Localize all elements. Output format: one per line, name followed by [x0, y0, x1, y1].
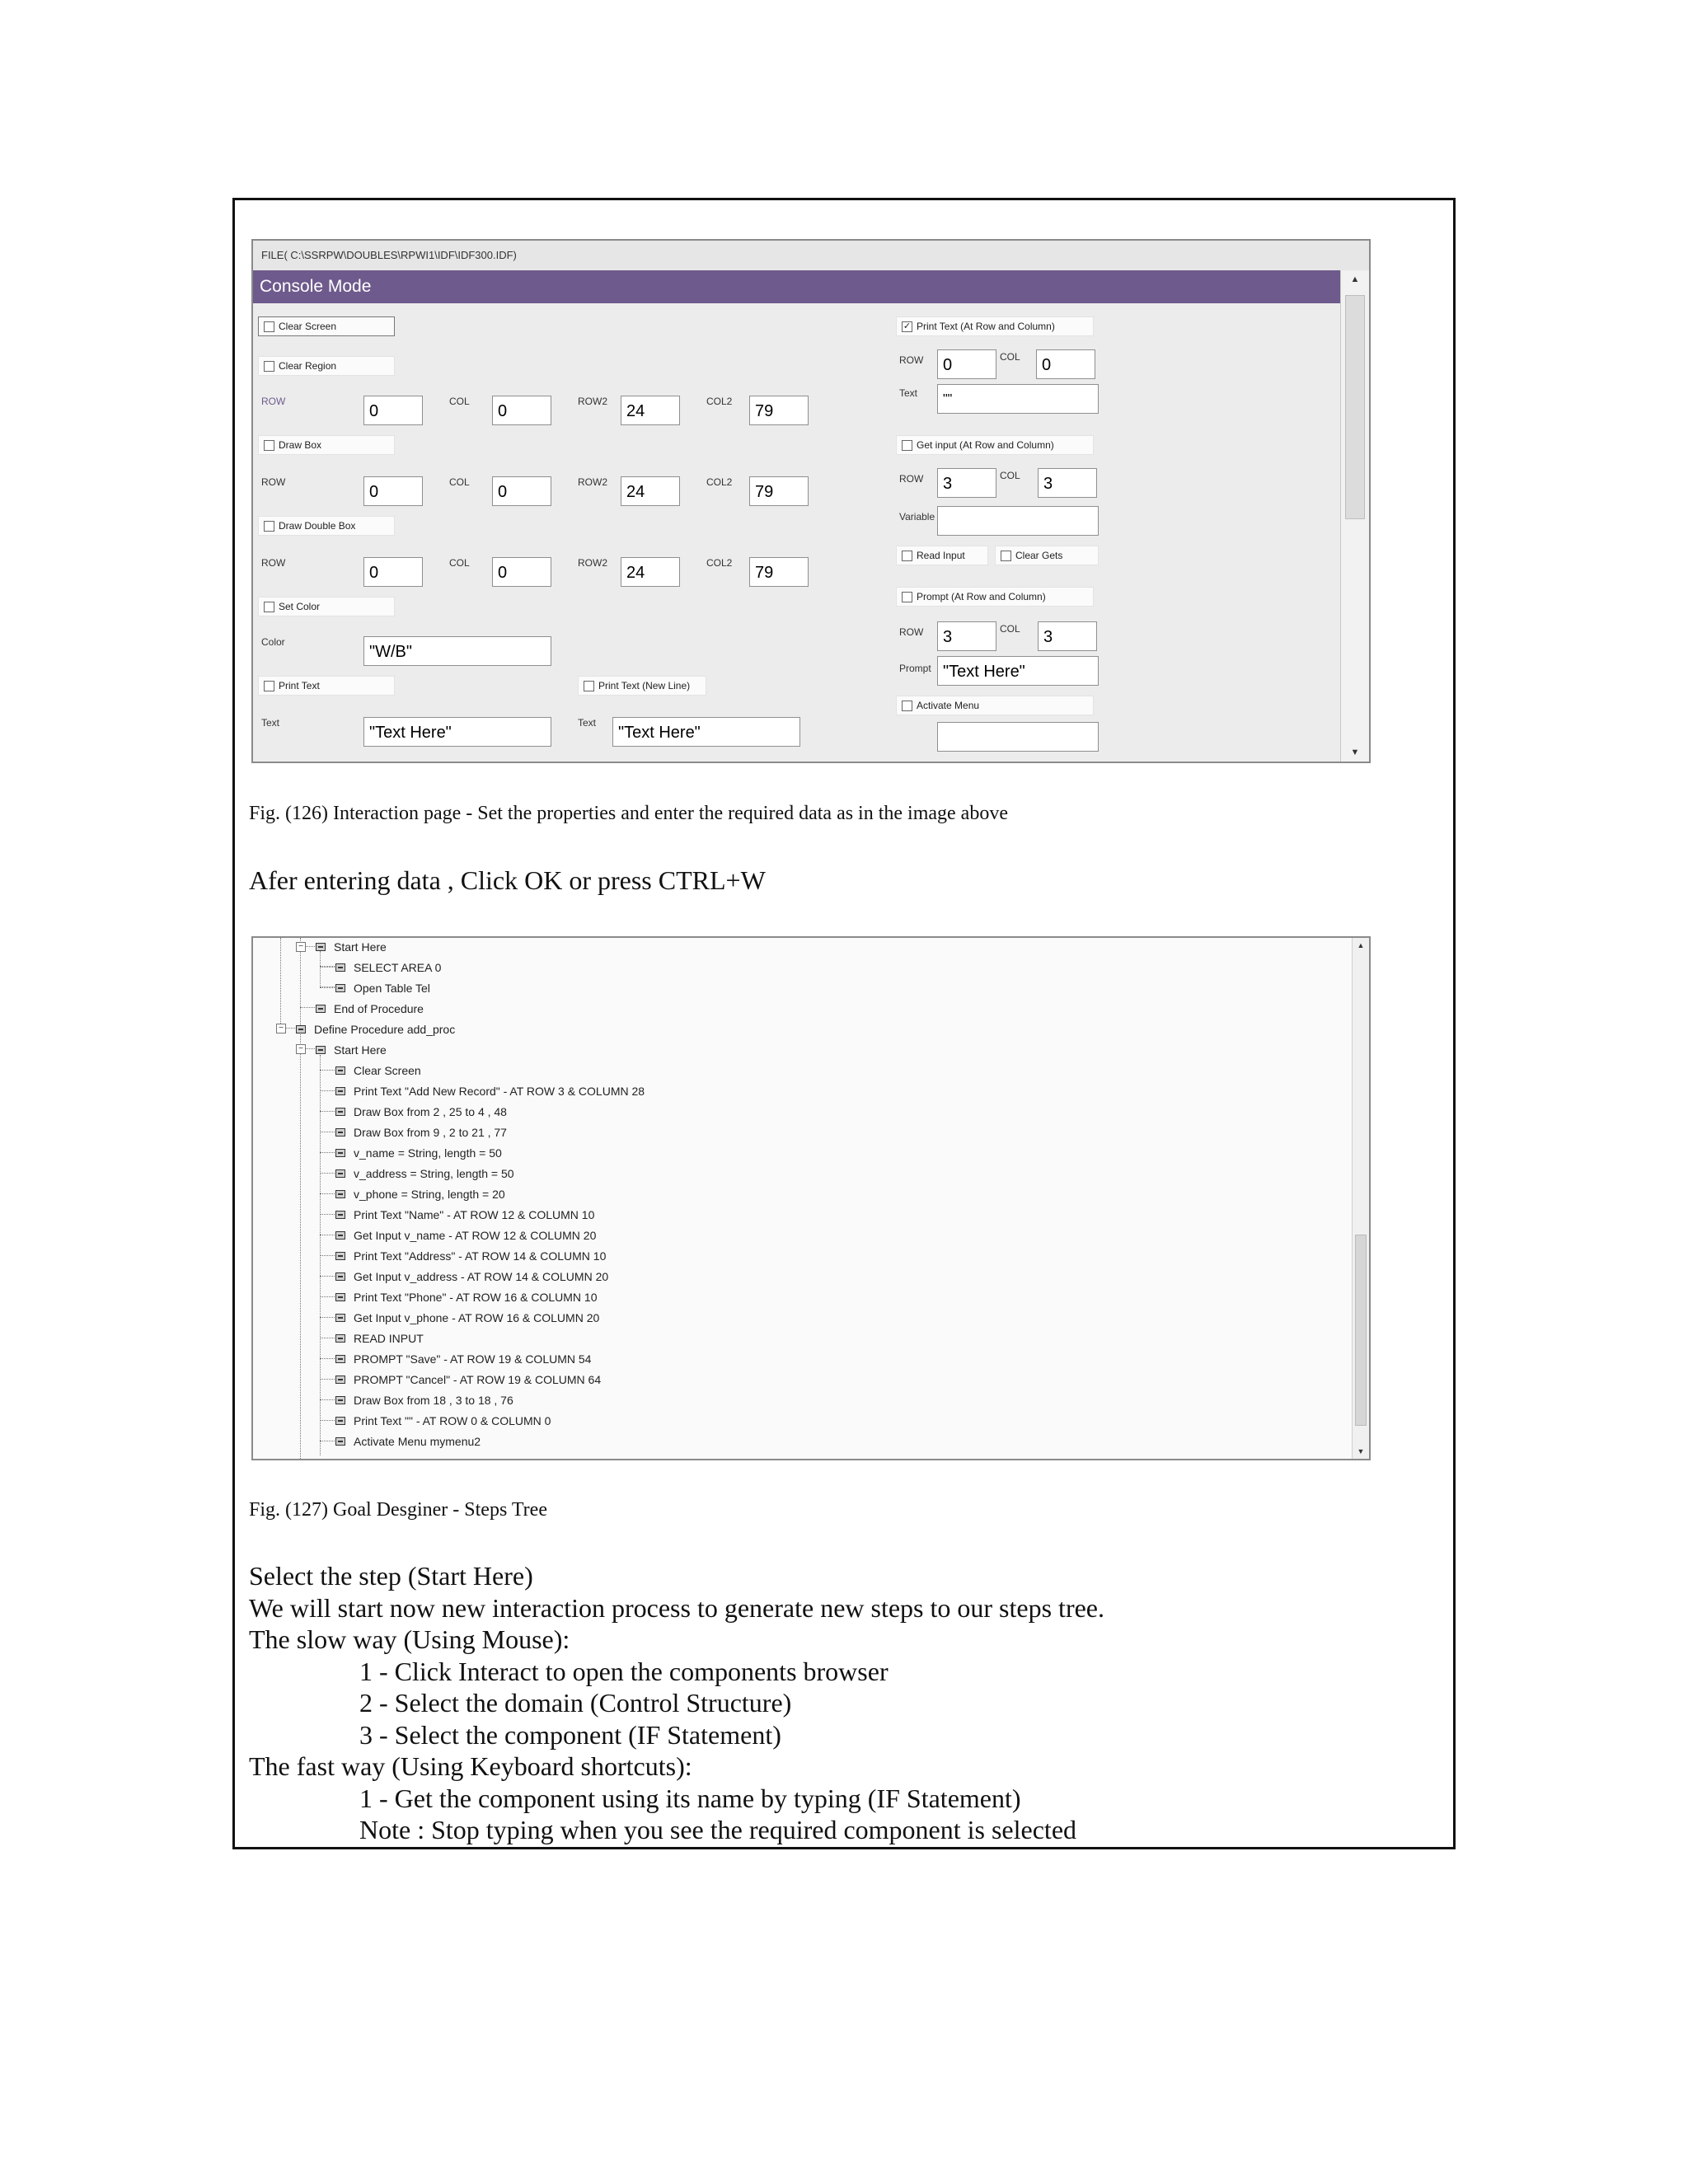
tree-node-label: Get Input v_address - AT ROW 14 & COLUMN 20: [354, 1270, 609, 1283]
checkbox-icon: [902, 592, 912, 602]
tree-line: [320, 1296, 335, 1297]
instruction-line-5: 2 - Select the domain (Control Structure): [359, 1688, 792, 1718]
tree-node-label: v_address = String, length = 50: [354, 1167, 514, 1180]
tree-line: [320, 1152, 335, 1153]
step-icon: [335, 1087, 345, 1095]
tree-node-label: End of Procedure: [334, 1002, 424, 1015]
pr-col-label: COL: [1000, 623, 1020, 635]
tree-line: [320, 1214, 335, 1215]
tree-node-label: Get Input v_phone - AT ROW 16 & COLUMN 20: [354, 1311, 600, 1324]
checkbox-icon: [264, 321, 274, 332]
tree-node[interactable]: [335, 979, 430, 997]
step-icon: [335, 1417, 345, 1425]
step-icon: [335, 1128, 345, 1137]
tree-node-label: v_phone = String, length = 20: [354, 1188, 505, 1201]
tree-line: [320, 1255, 335, 1256]
box-col-input[interactable]: 0: [492, 476, 551, 506]
step-icon: [316, 1046, 326, 1054]
step-icon: [335, 1190, 345, 1198]
step-icon: [335, 963, 345, 972]
region-row-label: ROW: [261, 396, 286, 407]
tree-node-label: Print Text "Name" - AT ROW 12 & COLUMN 10: [354, 1208, 595, 1221]
dbox-row2-label: ROW2: [578, 557, 607, 569]
dbox-row-label: ROW: [261, 557, 286, 569]
pt-row-label: ROW: [899, 354, 924, 366]
instruction-line-6: 3 - Select the component (IF Statement): [359, 1720, 781, 1750]
checkbox-icon: [584, 681, 594, 691]
clear-screen-label: Clear Screen: [279, 321, 337, 332]
tree-line: [320, 987, 335, 988]
scroll-down-icon[interactable]: ▼: [1357, 1447, 1365, 1455]
fig126-caption: Fig. (126) Interaction page - Set the properties and enter the required data as in the image above: [249, 803, 1008, 824]
step-icon: [335, 984, 345, 992]
tree-line: [320, 1379, 335, 1380]
tree-node-label: PROMPT "Save" - AT ROW 19 & COLUMN 54: [354, 1352, 592, 1366]
gi-variable-label: Variable: [899, 511, 935, 523]
tree-line: [280, 938, 281, 1033]
step-icon: [335, 1272, 345, 1281]
print-text-rc-checkbox[interactable]: [896, 316, 1094, 336]
scroll-up-icon[interactable]: ▲: [1350, 274, 1360, 284]
tree-node[interactable]: [335, 1268, 608, 1286]
tree-node[interactable]: [335, 1371, 601, 1389]
set-color-label: Set Color: [279, 601, 321, 612]
print-text-newline-checkbox[interactable]: [578, 676, 706, 696]
checkbox-icon: [1001, 551, 1011, 561]
tree-node[interactable]: [335, 1185, 505, 1203]
tree-node[interactable]: [335, 1247, 606, 1265]
tree-node[interactable]: [335, 1082, 645, 1100]
tree-node-label: Activate Menu mymenu2: [354, 1435, 481, 1448]
tree-node-label: Get Input v_name - AT ROW 12 & COLUMN 20: [354, 1229, 597, 1242]
checked-icon: ✓: [903, 321, 912, 331]
pr-row-label: ROW: [899, 626, 924, 638]
tree-node[interactable]: [335, 1309, 599, 1327]
checkbox-icon: [264, 440, 274, 451]
step-icon: [316, 1005, 326, 1013]
clear-region-label: Clear Region: [279, 360, 337, 372]
box-row-input[interactable]: 0: [363, 476, 423, 506]
prompt-rc-checkbox[interactable]: [896, 587, 1094, 607]
step-icon: [335, 1066, 345, 1075]
checkbox-icon: [264, 681, 274, 691]
tree-node[interactable]: [335, 1062, 421, 1080]
color-label: Color: [261, 636, 285, 648]
box-col2-input[interactable]: 79: [749, 476, 809, 506]
step-icon: [335, 1169, 345, 1178]
scroll-thumb[interactable]: [1345, 295, 1365, 519]
tree-line: [300, 938, 301, 1459]
tree-node[interactable]: [335, 1432, 481, 1451]
scroll-up-icon[interactable]: ▲: [1357, 941, 1365, 949]
get-input-rc-label: Get input (At Row and Column): [917, 439, 1054, 451]
gi-variable-input[interactable]: [937, 506, 1099, 536]
gi-col-input[interactable]: 3: [1038, 468, 1097, 498]
gi-row-label: ROW: [899, 473, 924, 485]
print-text-label: Print Text: [279, 680, 320, 691]
step-icon: [335, 1355, 345, 1363]
activate-menu-checkbox[interactable]: [896, 696, 1094, 715]
step-icon: [335, 1334, 345, 1343]
prompt-rc-label: Prompt (At Row and Column): [917, 591, 1046, 602]
tree-line: [320, 1070, 335, 1071]
step-icon: [335, 1437, 345, 1446]
tree-node-label: SELECT AREA 0: [354, 961, 442, 974]
tree-node[interactable]: [335, 1391, 513, 1409]
region-col-label: COL: [449, 396, 470, 407]
clear-gets-checkbox[interactable]: [995, 546, 1099, 565]
region-row2-label: ROW2: [578, 396, 607, 407]
print-text-rc-label: Print Text (At Row and Column): [917, 321, 1055, 332]
instruction-line-4: 1 - Click Interact to open the components browser: [359, 1657, 889, 1686]
tree-line: [320, 1111, 335, 1112]
tree-node-label: Print Text "Phone" - AT ROW 16 & COLUMN 10: [354, 1291, 598, 1304]
step-icon: [316, 943, 326, 951]
tree-node[interactable]: [335, 958, 441, 977]
clear-region-checkbox[interactable]: [258, 356, 395, 376]
dbox-row-input[interactable]: 0: [363, 557, 423, 587]
scroll-thumb[interactable]: [1355, 1235, 1367, 1426]
set-color-checkbox[interactable]: [258, 597, 395, 616]
clear-gets-label: Clear Gets: [1015, 550, 1063, 561]
read-input-label: Read Input: [917, 550, 965, 561]
tree-line: [320, 1276, 335, 1277]
print-text-input[interactable]: "Text Here": [363, 717, 551, 747]
tree-line: [320, 951, 321, 987]
dbox-col-label: COL: [449, 557, 470, 569]
activate-menu-label: Activate Menu: [917, 700, 980, 711]
dbox-col-input[interactable]: 0: [492, 557, 551, 587]
tree-node[interactable]: [335, 1123, 507, 1141]
dbox-col2-input[interactable]: 79: [749, 557, 809, 587]
checkbox-icon: [902, 701, 912, 711]
step-icon: [335, 1314, 345, 1322]
instruction-line-9: Note : Stop typing when you see the required component is selected: [359, 1815, 1077, 1844]
instruction-line-1: Select the step (Start Here): [249, 1561, 533, 1591]
step-icon: [335, 1396, 345, 1404]
tree-node-label: READ INPUT: [354, 1332, 424, 1345]
step-icon: [335, 1252, 345, 1260]
file-title: FILE( C:\SSRPW\DOUBLES\RPWI1\IDF\IDF300.IDF): [253, 241, 1369, 271]
tree-line: [320, 1193, 335, 1194]
checkbox-icon: [264, 361, 274, 372]
draw-double-box-checkbox[interactable]: [258, 516, 395, 536]
checkbox-icon: [902, 551, 912, 561]
gi-col-label: COL: [1000, 470, 1020, 481]
console-mode-header: Console Mode: [253, 270, 1341, 303]
tree-scrollbar[interactable]: [1352, 938, 1369, 1459]
console-mode-window: [251, 239, 1371, 763]
fig127-caption: Fig. (127) Goal Desginer - Steps Tree: [249, 1499, 547, 1521]
tree-node[interactable]: [335, 1103, 507, 1121]
checkbox-icon: [264, 602, 274, 612]
pt-text-input[interactable]: "": [937, 384, 1099, 414]
step-icon: [335, 1108, 345, 1116]
tree-node[interactable]: [335, 1226, 596, 1244]
tree-node-label: Print Text "" - AT ROW 0 & COLUMN 0: [354, 1414, 551, 1427]
print-text-newline-label: Print Text (New Line): [598, 680, 691, 691]
instruction-line-3: The slow way (Using Mouse):: [249, 1624, 570, 1654]
tree-node[interactable]: [335, 1350, 591, 1368]
dbox-row2-input[interactable]: 24: [621, 557, 680, 587]
tree-node-label: Start Here: [334, 1043, 387, 1057]
tree-node[interactable]: [296, 1020, 455, 1038]
tree-node-label: Print Text "Add New Record" - AT ROW 3 & COLUMN 28: [354, 1085, 645, 1098]
tree-node-label: Draw Box from 9 , 2 to 21 , 77: [354, 1126, 507, 1139]
tree-node[interactable]: [316, 1041, 387, 1059]
tree-node[interactable]: [335, 1288, 598, 1306]
activate-menu-input[interactable]: [937, 722, 1099, 752]
vertical-scrollbar[interactable]: [1340, 270, 1369, 762]
step-icon: [296, 1025, 306, 1033]
tree-node[interactable]: [335, 1165, 514, 1183]
checkbox-icon: [264, 521, 274, 532]
tree-line: [320, 1173, 335, 1174]
box-row2-label: ROW2: [578, 476, 607, 488]
collapse-icon[interactable]: −: [296, 942, 306, 952]
tree-node-label: Print Text "Address" - AT ROW 14 & COLUMN 10: [354, 1249, 607, 1263]
checkbox-icon: [902, 440, 912, 451]
print-text-newline-input[interactable]: "Text Here": [612, 717, 800, 747]
clear-screen-checkbox[interactable]: [258, 316, 395, 336]
pt-col-input[interactable]: 0: [1036, 349, 1095, 379]
tree-node-label: PROMPT "Cancel" - AT ROW 19 & COLUMN 64: [354, 1373, 602, 1386]
draw-double-box-label: Draw Double Box: [279, 520, 356, 532]
step-icon: [335, 1376, 345, 1384]
tree-node[interactable]: [316, 1000, 424, 1018]
gi-row-input[interactable]: 3: [937, 468, 996, 498]
pr-prompt-label: Prompt: [899, 663, 931, 674]
step-icon: [335, 1231, 345, 1240]
scroll-down-icon[interactable]: ▼: [1350, 748, 1360, 757]
pt-text-label: Text: [899, 387, 918, 399]
after-entering-text: Afer entering data , Click OK or press CTRL+W: [249, 865, 766, 895]
tree-node-label: Start Here: [334, 940, 387, 954]
tree-node[interactable]: [335, 1329, 424, 1347]
region-col2-input[interactable]: 79: [749, 396, 809, 425]
tree-node[interactable]: [335, 1206, 594, 1224]
region-row-input[interactable]: 0: [363, 396, 423, 425]
box-row2-input[interactable]: 24: [621, 476, 680, 506]
tree-node[interactable]: [335, 1144, 502, 1162]
tree-node-label: Open Table Tel: [354, 982, 430, 995]
box-col2-label: COL2: [706, 476, 733, 488]
color-input[interactable]: "W/B": [363, 636, 551, 666]
region-row2-input[interactable]: 24: [621, 396, 680, 425]
pt-col-label: COL: [1000, 351, 1020, 363]
pr-row-input[interactable]: 3: [937, 621, 996, 651]
tree-node-label: Draw Box from 2 , 25 to 4 , 48: [354, 1105, 507, 1118]
tree-node-label: v_name = String, length = 50: [354, 1146, 502, 1160]
pt-row-input[interactable]: 0: [937, 349, 996, 379]
tree-line: [320, 1358, 335, 1359]
instruction-line-8: 1 - Get the component using its name by typing (IF Statement): [359, 1783, 1021, 1813]
print-text-nl-label-text: Text: [578, 717, 597, 729]
step-icon: [335, 1293, 345, 1301]
tree-node-label: Define Procedure add_proc: [314, 1023, 456, 1036]
collapse-icon[interactable]: −: [296, 1044, 306, 1054]
pr-col-input[interactable]: 3: [1038, 621, 1097, 651]
read-input-checkbox[interactable]: [896, 546, 988, 565]
get-input-rc-checkbox[interactable]: [896, 435, 1094, 455]
step-icon: [335, 1149, 345, 1157]
tree-node[interactable]: [335, 1412, 551, 1430]
tree-line: [320, 967, 335, 968]
print-text-label-text: Text: [261, 717, 280, 729]
dbox-col2-label: COL2: [706, 557, 733, 569]
draw-box-label: Draw Box: [279, 439, 322, 451]
tree-line: [320, 1317, 335, 1318]
draw-box-checkbox[interactable]: [258, 435, 395, 455]
instruction-line-7: The fast way (Using Keyboard shortcuts):: [249, 1751, 692, 1781]
tree-node[interactable]: [316, 938, 387, 956]
region-col-input[interactable]: 0: [492, 396, 551, 425]
box-row-label: ROW: [261, 476, 286, 488]
step-icon: [335, 1211, 345, 1219]
print-text-checkbox[interactable]: [258, 676, 395, 696]
tree-line: [320, 1090, 335, 1091]
steps-tree-window: [251, 936, 1371, 1460]
region-col2-label: COL2: [706, 396, 733, 407]
collapse-icon[interactable]: −: [276, 1024, 286, 1033]
box-col-label: COL: [449, 476, 470, 488]
pr-prompt-input[interactable]: "Text Here": [937, 656, 1099, 686]
tree-node-label: Draw Box from 18 , 3 to 18 , 76: [354, 1394, 513, 1407]
tree-line: [300, 1007, 315, 1008]
instruction-line-2: We will start now new interaction process to generate new steps to our steps tree.: [249, 1593, 1104, 1623]
tree-node-label: Clear Screen: [354, 1064, 421, 1077]
tree-line: [320, 1399, 335, 1400]
tree-line: [320, 1420, 335, 1421]
